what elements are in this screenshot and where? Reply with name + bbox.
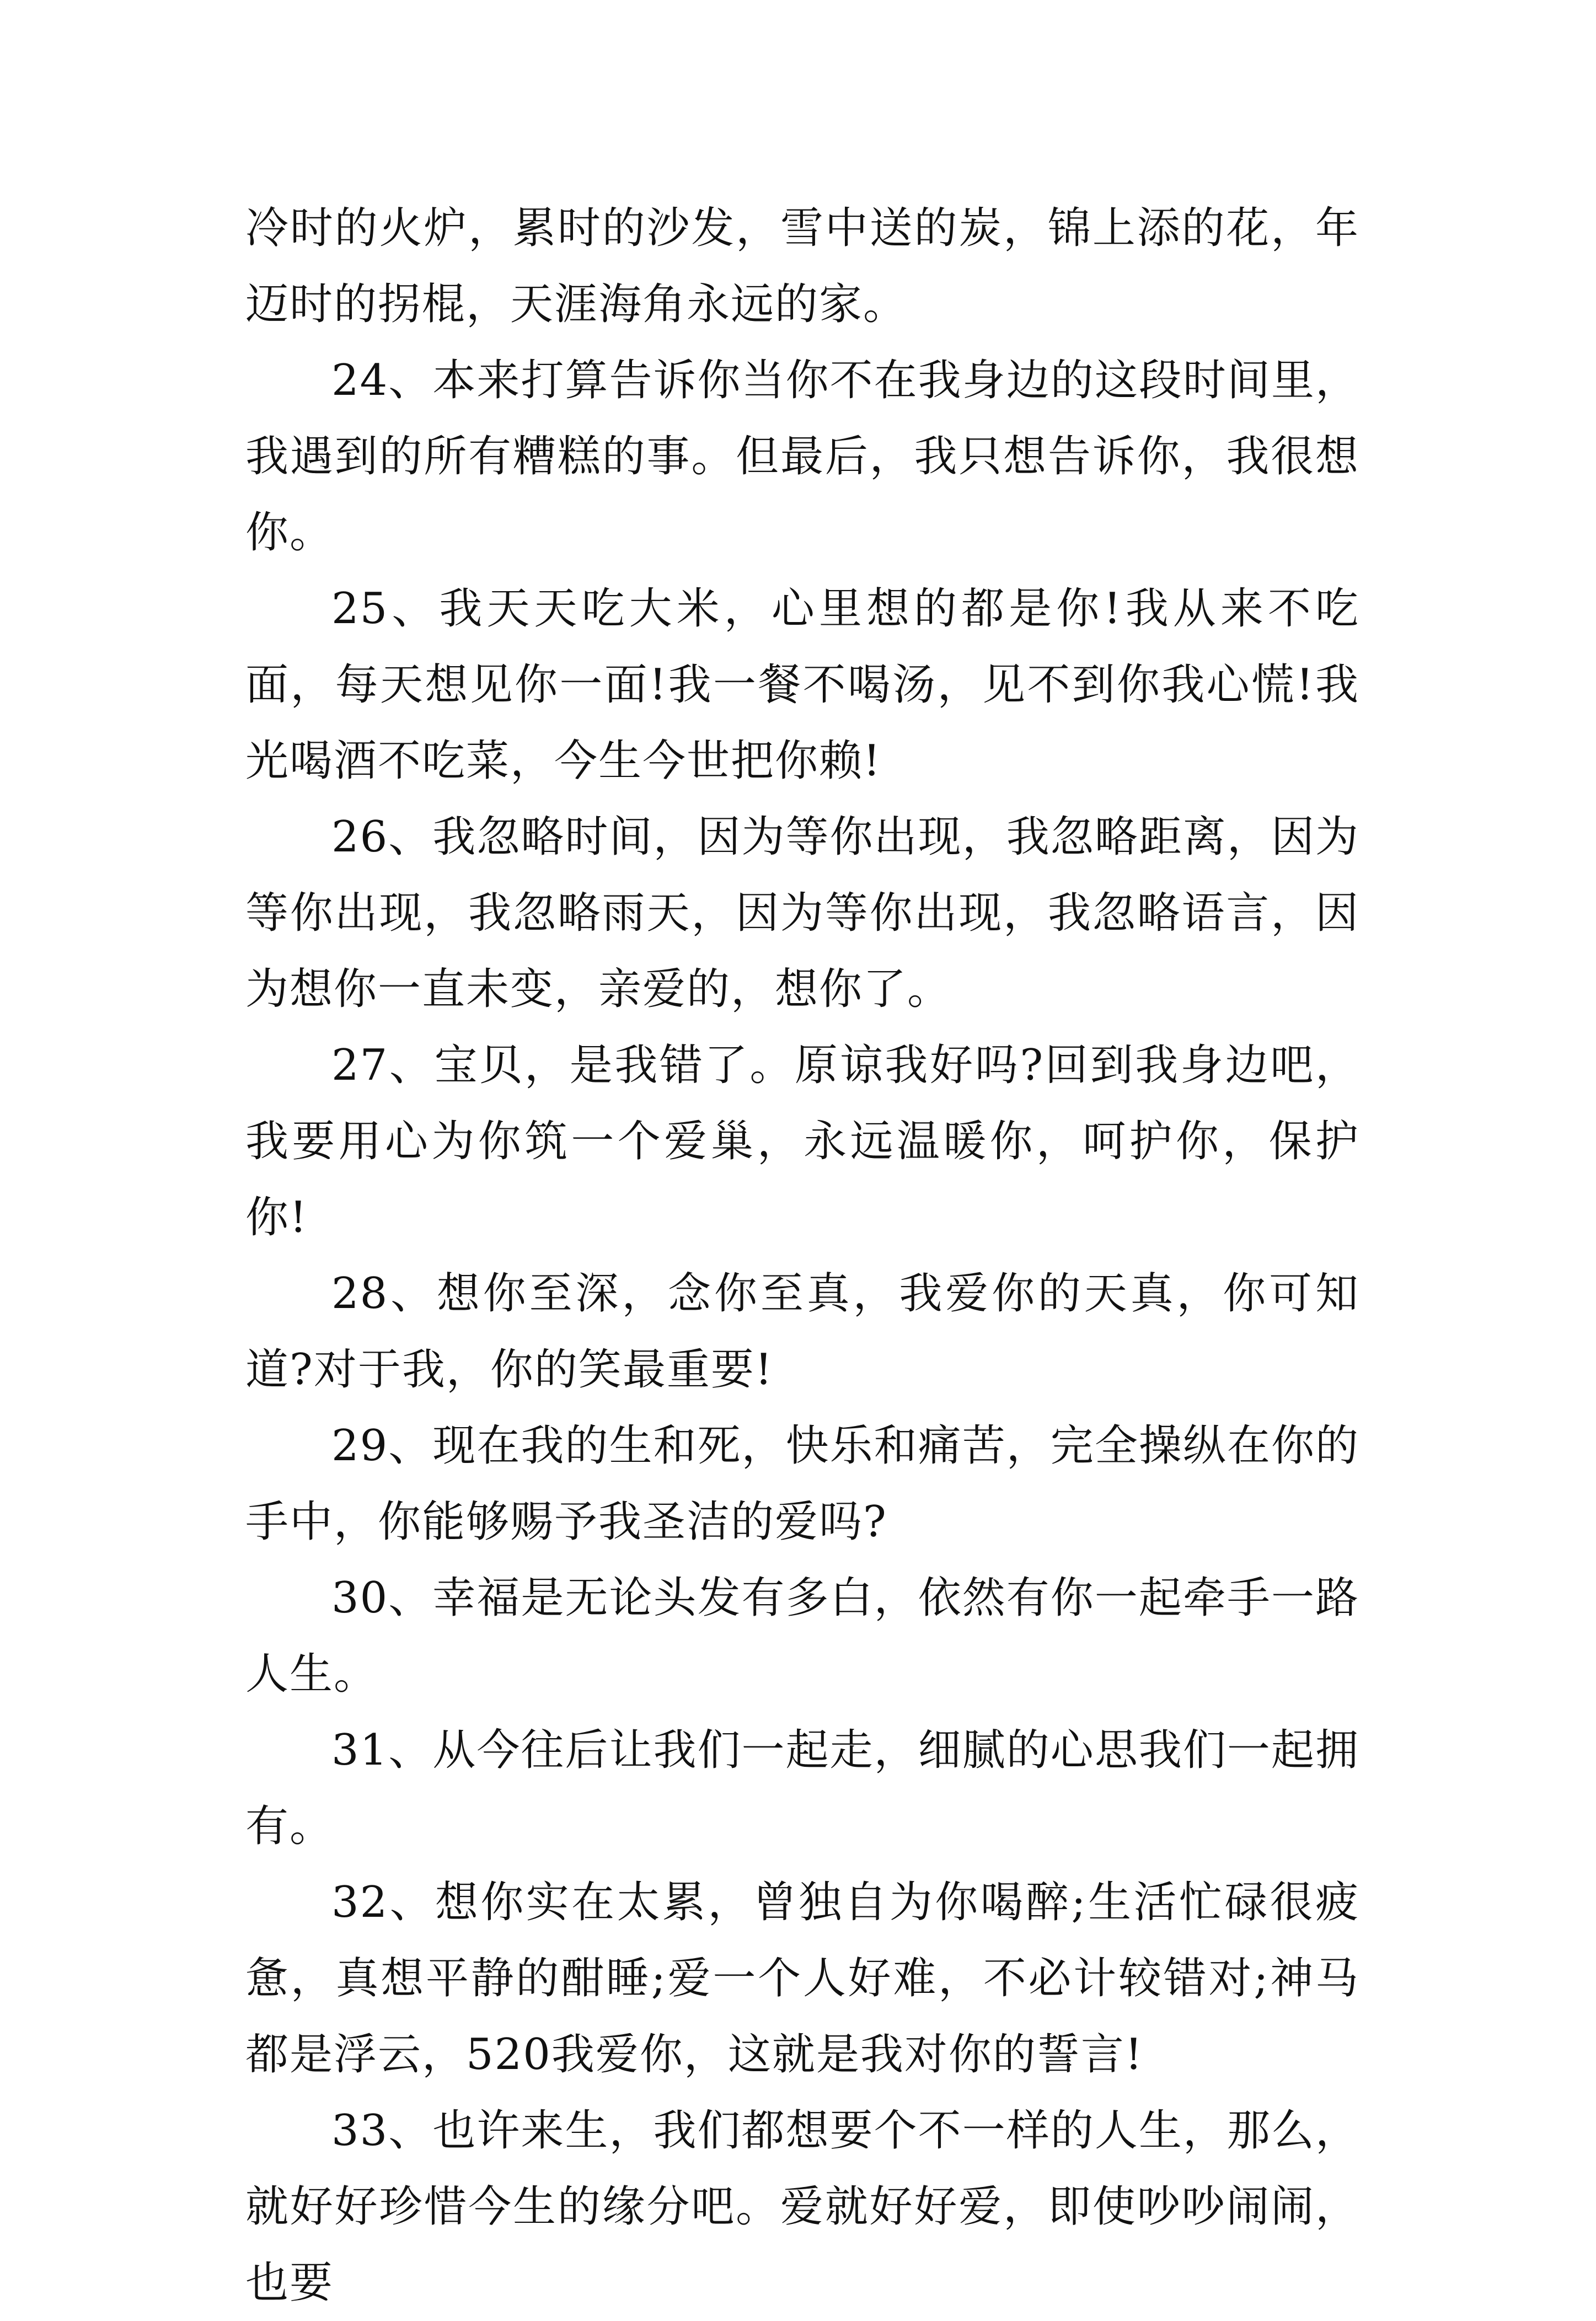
paragraph-27: 27、宝贝，是我错了。原谅我好吗?回到我身边吧，我要用心为你筑一个爱巢，永远温暖你，呵护你，保护你! — [245, 1041, 1359, 1242]
paragraph-25: 25、我天天吃大米，心里想的都是你!我从来不吃面，每天想见你一面!我一餐不喝汤，见不到你我心慌!我光喝酒不吃菜，今生今世把你赖! — [245, 584, 1359, 786]
paragraph-30: 30、幸福是无论头发有多白，依然有你一起牵手一路人生。 — [245, 1573, 1359, 1699]
paragraph-31: 31、从今往后让我们一起走，细腻的心思我们一起拥有。 — [245, 1725, 1359, 1851]
paragraph-24: 24、本来打算告诉你当你不在我身边的这段时间里，我遇到的所有糟糕的事。但最后，我只想告诉你，我很想你。 — [245, 356, 1359, 558]
paragraph-28: 28、想你至深，念你至真，我爱你的天真，你可知道?对于我，你的笑最重要! — [245, 1269, 1359, 1395]
document-body — [245, 190, 1359, 2321]
paragraph-32: 32、想你实在太累，曾独自为你喝醉;生活忙碌很疲惫，真想平静的酣睡;爱一个人好难，不必计较错对;神马都是浮云，520我爱你，这就是我对你的誓言! — [245, 1878, 1359, 2079]
paragraph-continuation: 冷时的火炉，累时的沙发，雪中送的炭，锦上添的花，年迈时的拐棍，天涯海角永远的家。 — [245, 203, 1359, 329]
paragraph-26: 26、我忽略时间，因为等你出现，我忽略距离，因为等你出现，我忽略雨天，因为等你出现，我忽略语言，因为想你一直未变，亲爱的，想你了。 — [245, 812, 1359, 1014]
paragraph-29: 29、现在我的生和死，快乐和痛苦，完全操纵在你的手中，你能够赐予我圣洁的爱吗? — [245, 1421, 1359, 1547]
paragraph-33: 33、也许来生，我们都想要个不一样的人生，那么，就好好珍惜今生的缘分吧。爱就好好爱，即使吵吵闹闹，也要 — [245, 2106, 1359, 2308]
